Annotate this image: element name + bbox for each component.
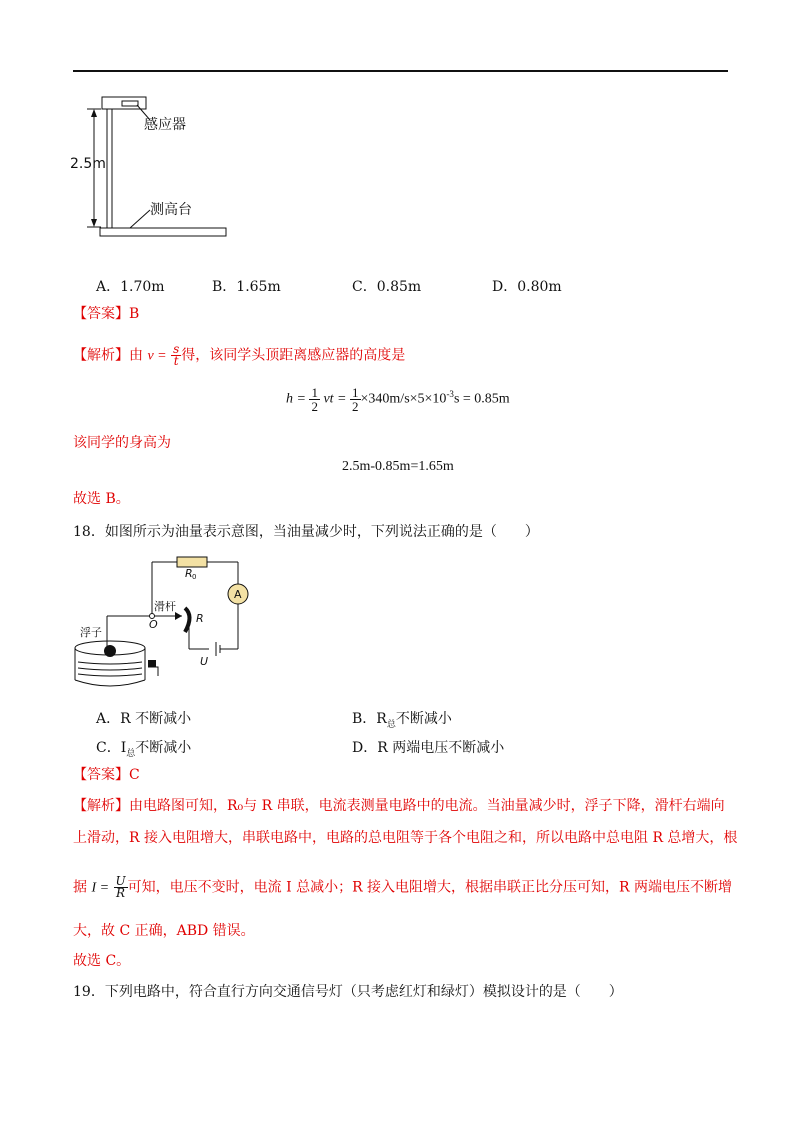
eq1-fraction-2 bbox=[350, 386, 361, 413]
q18-option-c-sub: 总 bbox=[126, 748, 136, 759]
q18-analysis-line-4: 大，故 C 正确，ABD 错误。 bbox=[73, 923, 255, 939]
q17-analysis bbox=[73, 344, 405, 367]
oil-gauge-circuit-figure bbox=[72, 552, 272, 692]
q18-option-b-post: 不断减小 bbox=[395, 711, 452, 727]
answer-value: C bbox=[129, 767, 140, 783]
ohm-formula-num: U bbox=[115, 874, 126, 888]
r0-label: R bbox=[185, 567, 193, 580]
q18-option-d: D．R 两端电压不断减小 bbox=[352, 740, 505, 756]
answer-tag: 【答案】 bbox=[73, 767, 129, 783]
lever-label: 滑杆 bbox=[154, 600, 176, 613]
q17-option-d: D．0.80m bbox=[492, 279, 562, 295]
eq1-num-1: 1 bbox=[311, 385, 318, 400]
analysis-tag: 【解析】 bbox=[73, 798, 129, 814]
formula-lhs: v = bbox=[147, 348, 167, 364]
voltage-label: U bbox=[200, 655, 209, 668]
header-rule bbox=[73, 70, 728, 72]
q18-option-a: A．R 不断减小 bbox=[96, 711, 192, 727]
answer-value: B bbox=[129, 306, 140, 322]
formula-fraction bbox=[171, 344, 181, 367]
r0-subscript: 0 bbox=[192, 573, 197, 581]
q17-equation-2: 2.5m-0.85m=1.65m bbox=[342, 459, 454, 474]
eq1-exp: -3 bbox=[446, 389, 454, 400]
formula-num: s bbox=[173, 342, 180, 356]
eq1-tail: s = 0.85m bbox=[453, 391, 510, 407]
ohm-formula-fraction bbox=[114, 876, 128, 899]
q18-conclusion: 故选 C。 bbox=[73, 953, 131, 969]
platform-label: 测高台 bbox=[150, 202, 192, 218]
ammeter-label: A bbox=[234, 588, 242, 601]
analysis-prefix: 由 bbox=[129, 347, 143, 364]
analysis-tag: 【解析】 bbox=[73, 347, 129, 364]
q17-height-intro: 该同学的身高为 bbox=[73, 435, 171, 451]
height-label: 2.5m bbox=[70, 156, 106, 172]
height-measure-figure bbox=[70, 92, 310, 244]
eq1-fraction-1 bbox=[309, 386, 320, 413]
eq1-den-2: 2 bbox=[352, 399, 359, 414]
eq1-num-2: 1 bbox=[352, 385, 359, 400]
q18-option-c-post: 不断减小 bbox=[135, 740, 192, 756]
q18-analysis-line-2: 上滑动，R 接入电阻增大，串联电路中，电路的总电阻等于各个电阻之和，所以电路中总电阻 R 总增大，根 bbox=[73, 830, 738, 846]
q17-option-b: B．1.65m bbox=[212, 279, 281, 295]
q18-option-b-sub: 总 bbox=[386, 719, 396, 730]
float-label: 浮子 bbox=[80, 626, 102, 639]
analysis-text: 得，该同学头顶距离感应器的高度是 bbox=[181, 347, 406, 364]
sensor-label: 感应器 bbox=[144, 117, 186, 133]
analysis-line-3-post: 可知，电压不变时，电流 I 总减小；R 接入电阻增大，根据串联正比分压可知，R 两端电压不断增 bbox=[127, 879, 733, 896]
q17-answer bbox=[73, 305, 139, 323]
formula-den: t bbox=[173, 354, 179, 368]
analysis-line-1-text: 由电路图可知，R₀与 R 串联，电流表测量电路中的电流。当油量减少时，浮子下降，滑杆右端向 bbox=[129, 798, 725, 814]
q18-option-c-pre: C．I bbox=[96, 740, 127, 756]
variable-resistor-label: R bbox=[196, 612, 204, 625]
q18-answer bbox=[73, 766, 140, 784]
q19-question: 19．下列电路中，符合直行方向交通信号灯（只考虑红灯和绿灯）模拟设计的是（ ） bbox=[73, 984, 623, 1000]
ohm-formula-lhs: I = bbox=[91, 880, 110, 896]
q17-option-c: C．0.85m bbox=[352, 279, 422, 295]
q18-option-b-pre: B．R bbox=[352, 711, 387, 727]
q18-option-b bbox=[352, 708, 452, 730]
q17-conclusion: 故选 B。 bbox=[73, 491, 130, 507]
q17-option-a: A．1.70m bbox=[96, 279, 165, 295]
q18-analysis-line-3 bbox=[73, 876, 732, 899]
q18-question: 18．如图所示为油量表示意图，当油量减少时，下列说法正确的是（ ） bbox=[73, 524, 539, 540]
q18-analysis-line-1 bbox=[73, 797, 725, 815]
analysis-line-3-pre: 据 bbox=[73, 879, 87, 896]
eq1-den-1: 2 bbox=[311, 399, 318, 414]
answer-tag: 【答案】 bbox=[73, 306, 129, 322]
ohm-formula-den: R bbox=[116, 886, 126, 900]
pivot-label: O bbox=[149, 618, 158, 631]
eq1-mid: vt = bbox=[323, 391, 347, 407]
q18-option-c bbox=[96, 737, 191, 759]
eq1-rest: ×340m/s×5×10 bbox=[360, 391, 447, 407]
eq1-lhs: h = bbox=[286, 391, 306, 407]
q17-equation-1 bbox=[286, 386, 510, 413]
